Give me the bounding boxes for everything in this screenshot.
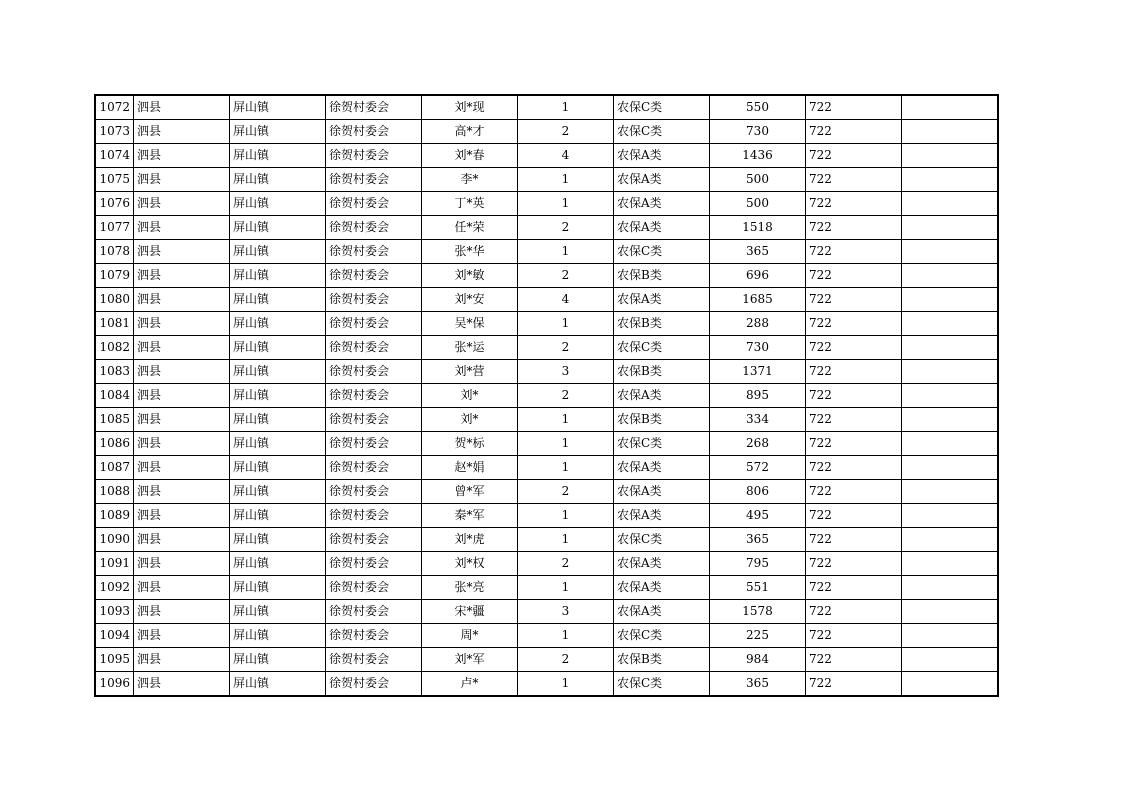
note-cell	[902, 384, 999, 408]
standard-cell: 722	[806, 504, 902, 528]
amount-cell: 551	[710, 576, 806, 600]
row-number-cell: 1093	[95, 600, 134, 624]
village-committee-cell: 徐贺村委会	[326, 216, 422, 240]
table-row	[95, 144, 998, 168]
amount-cell: 365	[710, 528, 806, 552]
village-committee-cell: 徐贺村委会	[326, 432, 422, 456]
county-cell: 泗县	[134, 552, 230, 576]
standard-cell: 722	[806, 480, 902, 504]
insurance-type-cell: 农保A类	[614, 384, 710, 408]
amount-cell: 268	[710, 432, 806, 456]
amount-cell: 500	[710, 168, 806, 192]
household-count-cell: 2	[518, 216, 614, 240]
note-cell	[902, 672, 999, 697]
note-cell	[902, 336, 999, 360]
note-cell	[902, 264, 999, 288]
table-row	[95, 432, 998, 456]
village-committee-cell: 徐贺村委会	[326, 312, 422, 336]
note-cell	[902, 624, 999, 648]
village-committee-cell: 徐贺村委会	[326, 120, 422, 144]
amount-cell: 806	[710, 480, 806, 504]
standard-cell: 722	[806, 144, 902, 168]
table-row	[95, 264, 998, 288]
household-count-cell: 1	[518, 528, 614, 552]
row-number-cell: 1085	[95, 408, 134, 432]
county-cell: 泗县	[134, 360, 230, 384]
village-committee-cell: 徐贺村委会	[326, 480, 422, 504]
standard-cell: 722	[806, 408, 902, 432]
village-committee-cell: 徐贺村委会	[326, 240, 422, 264]
name-cell: 张*运	[422, 336, 518, 360]
name-cell: 张*亮	[422, 576, 518, 600]
standard-cell: 722	[806, 168, 902, 192]
county-cell: 泗县	[134, 528, 230, 552]
table-row	[95, 504, 998, 528]
town-cell: 屏山镇	[230, 600, 326, 624]
amount-cell: 895	[710, 384, 806, 408]
town-cell: 屏山镇	[230, 264, 326, 288]
town-cell: 屏山镇	[230, 336, 326, 360]
insurance-type-cell: 农保A类	[614, 480, 710, 504]
name-cell: 赵*娟	[422, 456, 518, 480]
village-committee-cell: 徐贺村委会	[326, 600, 422, 624]
household-count-cell: 4	[518, 144, 614, 168]
amount-cell: 550	[710, 95, 806, 120]
name-cell: 卢*	[422, 672, 518, 697]
note-cell	[902, 432, 999, 456]
table-row	[95, 480, 998, 504]
standard-cell: 722	[806, 600, 902, 624]
note-cell	[902, 648, 999, 672]
row-number-cell: 1084	[95, 384, 134, 408]
county-cell: 泗县	[134, 336, 230, 360]
county-cell: 泗县	[134, 240, 230, 264]
household-count-cell: 2	[518, 120, 614, 144]
county-cell: 泗县	[134, 144, 230, 168]
table-row	[95, 360, 998, 384]
village-committee-cell: 徐贺村委会	[326, 360, 422, 384]
insurance-type-cell: 农保C类	[614, 120, 710, 144]
amount-cell: 572	[710, 456, 806, 480]
row-number-cell: 1091	[95, 552, 134, 576]
town-cell: 屏山镇	[230, 648, 326, 672]
table-row	[95, 624, 998, 648]
household-count-cell: 1	[518, 576, 614, 600]
household-count-cell: 1	[518, 192, 614, 216]
insurance-type-cell: 农保C类	[614, 95, 710, 120]
standard-cell: 722	[806, 336, 902, 360]
insurance-type-cell: 农保A类	[614, 456, 710, 480]
household-count-cell: 1	[518, 240, 614, 264]
county-cell: 泗县	[134, 576, 230, 600]
household-count-cell: 1	[518, 432, 614, 456]
table-body	[95, 95, 998, 696]
standard-cell: 722	[806, 456, 902, 480]
village-committee-cell: 徐贺村委会	[326, 144, 422, 168]
table-row	[95, 408, 998, 432]
household-count-cell: 2	[518, 336, 614, 360]
town-cell: 屏山镇	[230, 552, 326, 576]
amount-cell: 696	[710, 264, 806, 288]
household-count-cell: 1	[518, 95, 614, 120]
household-count-cell: 1	[518, 312, 614, 336]
table-row	[95, 288, 998, 312]
village-committee-cell: 徐贺村委会	[326, 95, 422, 120]
note-cell	[902, 95, 999, 120]
town-cell: 屏山镇	[230, 144, 326, 168]
name-cell: 刘*军	[422, 648, 518, 672]
insurance-type-cell: 农保C类	[614, 672, 710, 697]
amount-cell: 795	[710, 552, 806, 576]
household-count-cell: 1	[518, 168, 614, 192]
table-row	[95, 192, 998, 216]
amount-cell: 495	[710, 504, 806, 528]
table-row	[95, 312, 998, 336]
name-cell: 刘*敏	[422, 264, 518, 288]
table-row	[95, 120, 998, 144]
table-row	[95, 672, 998, 697]
county-cell: 泗县	[134, 432, 230, 456]
amount-cell: 225	[710, 624, 806, 648]
county-cell: 泗县	[134, 120, 230, 144]
row-number-cell: 1080	[95, 288, 134, 312]
county-cell: 泗县	[134, 672, 230, 697]
county-cell: 泗县	[134, 600, 230, 624]
insurance-type-cell: 农保A类	[614, 192, 710, 216]
note-cell	[902, 168, 999, 192]
note-cell	[902, 192, 999, 216]
name-cell: 刘*现	[422, 95, 518, 120]
row-number-cell: 1096	[95, 672, 134, 697]
town-cell: 屏山镇	[230, 408, 326, 432]
row-number-cell: 1092	[95, 576, 134, 600]
insurance-type-cell: 农保B类	[614, 312, 710, 336]
name-cell: 吴*保	[422, 312, 518, 336]
town-cell: 屏山镇	[230, 384, 326, 408]
insurance-type-cell: 农保B类	[614, 360, 710, 384]
insurance-type-cell: 农保A类	[614, 600, 710, 624]
county-cell: 泗县	[134, 624, 230, 648]
amount-cell: 500	[710, 192, 806, 216]
note-cell	[902, 528, 999, 552]
village-committee-cell: 徐贺村委会	[326, 336, 422, 360]
note-cell	[902, 144, 999, 168]
row-number-cell: 1083	[95, 360, 134, 384]
row-number-cell: 1094	[95, 624, 134, 648]
county-cell: 泗县	[134, 288, 230, 312]
town-cell: 屏山镇	[230, 312, 326, 336]
household-count-cell: 2	[518, 552, 614, 576]
name-cell: 刘*	[422, 408, 518, 432]
amount-cell: 730	[710, 120, 806, 144]
insurance-type-cell: 农保A类	[614, 144, 710, 168]
note-cell	[902, 576, 999, 600]
village-committee-cell: 徐贺村委会	[326, 288, 422, 312]
name-cell: 曾*军	[422, 480, 518, 504]
county-cell: 泗县	[134, 192, 230, 216]
town-cell: 屏山镇	[230, 240, 326, 264]
county-cell: 泗县	[134, 216, 230, 240]
county-cell: 泗县	[134, 95, 230, 120]
table-row	[95, 384, 998, 408]
standard-cell: 722	[806, 216, 902, 240]
row-number-cell: 1078	[95, 240, 134, 264]
amount-cell: 730	[710, 336, 806, 360]
insurance-type-cell: 农保A类	[614, 288, 710, 312]
town-cell: 屏山镇	[230, 528, 326, 552]
table-row	[95, 168, 998, 192]
village-committee-cell: 徐贺村委会	[326, 408, 422, 432]
insurance-type-cell: 农保C类	[614, 528, 710, 552]
insurance-type-cell: 农保C类	[614, 624, 710, 648]
table-row	[95, 528, 998, 552]
county-cell: 泗县	[134, 312, 230, 336]
county-cell: 泗县	[134, 384, 230, 408]
insurance-type-cell: 农保B类	[614, 408, 710, 432]
row-number-cell: 1075	[95, 168, 134, 192]
town-cell: 屏山镇	[230, 432, 326, 456]
standard-cell: 722	[806, 576, 902, 600]
amount-cell: 365	[710, 240, 806, 264]
standard-cell: 722	[806, 264, 902, 288]
village-committee-cell: 徐贺村委会	[326, 552, 422, 576]
village-committee-cell: 徐贺村委会	[326, 192, 422, 216]
table-row	[95, 576, 998, 600]
name-cell: 刘*权	[422, 552, 518, 576]
county-cell: 泗县	[134, 168, 230, 192]
town-cell: 屏山镇	[230, 360, 326, 384]
village-committee-cell: 徐贺村委会	[326, 576, 422, 600]
table-row	[95, 240, 998, 264]
row-number-cell: 1090	[95, 528, 134, 552]
insurance-type-cell: 农保C类	[614, 432, 710, 456]
county-cell: 泗县	[134, 408, 230, 432]
row-number-cell: 1076	[95, 192, 134, 216]
village-committee-cell: 徐贺村委会	[326, 504, 422, 528]
data-table	[94, 94, 999, 697]
table-row	[95, 216, 998, 240]
household-count-cell: 3	[518, 600, 614, 624]
insurance-type-cell: 农保A类	[614, 216, 710, 240]
table-row	[95, 336, 998, 360]
standard-cell: 722	[806, 120, 902, 144]
insurance-type-cell: 农保A类	[614, 552, 710, 576]
town-cell: 屏山镇	[230, 672, 326, 697]
name-cell: 秦*军	[422, 504, 518, 528]
note-cell	[902, 480, 999, 504]
note-cell	[902, 552, 999, 576]
household-count-cell: 2	[518, 648, 614, 672]
town-cell: 屏山镇	[230, 456, 326, 480]
name-cell: 周*	[422, 624, 518, 648]
name-cell: 刘*营	[422, 360, 518, 384]
standard-cell: 722	[806, 192, 902, 216]
row-number-cell: 1086	[95, 432, 134, 456]
amount-cell: 984	[710, 648, 806, 672]
town-cell: 屏山镇	[230, 288, 326, 312]
town-cell: 屏山镇	[230, 192, 326, 216]
table-row	[95, 456, 998, 480]
row-number-cell: 1073	[95, 120, 134, 144]
village-committee-cell: 徐贺村委会	[326, 384, 422, 408]
village-committee-cell: 徐贺村委会	[326, 624, 422, 648]
household-count-cell: 4	[518, 288, 614, 312]
amount-cell: 288	[710, 312, 806, 336]
name-cell: 刘*	[422, 384, 518, 408]
standard-cell: 722	[806, 288, 902, 312]
note-cell	[902, 216, 999, 240]
name-cell: 丁*英	[422, 192, 518, 216]
standard-cell: 722	[806, 624, 902, 648]
household-count-cell: 1	[518, 672, 614, 697]
name-cell: 张*华	[422, 240, 518, 264]
standard-cell: 722	[806, 312, 902, 336]
note-cell	[902, 456, 999, 480]
insurance-type-cell: 农保B类	[614, 648, 710, 672]
county-cell: 泗县	[134, 648, 230, 672]
village-committee-cell: 徐贺村委会	[326, 528, 422, 552]
row-number-cell: 1095	[95, 648, 134, 672]
row-number-cell: 1077	[95, 216, 134, 240]
row-number-cell: 1088	[95, 480, 134, 504]
standard-cell: 722	[806, 672, 902, 697]
amount-cell: 1685	[710, 288, 806, 312]
row-number-cell: 1072	[95, 95, 134, 120]
standard-cell: 722	[806, 528, 902, 552]
standard-cell: 722	[806, 552, 902, 576]
village-committee-cell: 徐贺村委会	[326, 672, 422, 697]
county-cell: 泗县	[134, 480, 230, 504]
amount-cell: 1436	[710, 144, 806, 168]
table-row	[95, 648, 998, 672]
amount-cell: 1578	[710, 600, 806, 624]
town-cell: 屏山镇	[230, 120, 326, 144]
amount-cell: 1518	[710, 216, 806, 240]
standard-cell: 722	[806, 360, 902, 384]
household-count-cell: 1	[518, 456, 614, 480]
town-cell: 屏山镇	[230, 480, 326, 504]
note-cell	[902, 240, 999, 264]
town-cell: 屏山镇	[230, 95, 326, 120]
household-count-cell: 2	[518, 384, 614, 408]
note-cell	[902, 360, 999, 384]
row-number-cell: 1082	[95, 336, 134, 360]
note-cell	[902, 600, 999, 624]
amount-cell: 1371	[710, 360, 806, 384]
row-number-cell: 1087	[95, 456, 134, 480]
table-row	[95, 552, 998, 576]
county-cell: 泗县	[134, 504, 230, 528]
row-number-cell: 1074	[95, 144, 134, 168]
county-cell: 泗县	[134, 264, 230, 288]
village-committee-cell: 徐贺村委会	[326, 456, 422, 480]
village-committee-cell: 徐贺村委会	[326, 264, 422, 288]
standard-cell: 722	[806, 648, 902, 672]
note-cell	[902, 288, 999, 312]
amount-cell: 334	[710, 408, 806, 432]
name-cell: 刘*安	[422, 288, 518, 312]
household-count-cell: 3	[518, 360, 614, 384]
name-cell: 刘*春	[422, 144, 518, 168]
town-cell: 屏山镇	[230, 624, 326, 648]
village-committee-cell: 徐贺村委会	[326, 168, 422, 192]
standard-cell: 722	[806, 240, 902, 264]
standard-cell: 722	[806, 384, 902, 408]
row-number-cell: 1079	[95, 264, 134, 288]
household-count-cell: 2	[518, 264, 614, 288]
amount-cell: 365	[710, 672, 806, 697]
town-cell: 屏山镇	[230, 168, 326, 192]
household-count-cell: 1	[518, 504, 614, 528]
insurance-type-cell: 农保C类	[614, 336, 710, 360]
county-cell: 泗县	[134, 456, 230, 480]
note-cell	[902, 408, 999, 432]
table-row	[95, 95, 998, 120]
standard-cell: 722	[806, 432, 902, 456]
insurance-type-cell: 农保A类	[614, 576, 710, 600]
name-cell: 任*荣	[422, 216, 518, 240]
name-cell: 贺*标	[422, 432, 518, 456]
name-cell: 李*	[422, 168, 518, 192]
name-cell: 刘*虎	[422, 528, 518, 552]
name-cell: 高*才	[422, 120, 518, 144]
village-committee-cell: 徐贺村委会	[326, 648, 422, 672]
note-cell	[902, 312, 999, 336]
table-row	[95, 600, 998, 624]
household-count-cell: 2	[518, 480, 614, 504]
town-cell: 屏山镇	[230, 576, 326, 600]
household-count-cell: 1	[518, 408, 614, 432]
name-cell: 宋*疆	[422, 600, 518, 624]
insurance-type-cell: 农保A类	[614, 504, 710, 528]
row-number-cell: 1081	[95, 312, 134, 336]
town-cell: 屏山镇	[230, 216, 326, 240]
town-cell: 屏山镇	[230, 504, 326, 528]
insurance-type-cell: 农保A类	[614, 168, 710, 192]
insurance-type-cell: 农保B类	[614, 264, 710, 288]
standard-cell: 722	[806, 95, 902, 120]
note-cell	[902, 504, 999, 528]
insurance-type-cell: 农保C类	[614, 240, 710, 264]
row-number-cell: 1089	[95, 504, 134, 528]
household-count-cell: 1	[518, 624, 614, 648]
note-cell	[902, 120, 999, 144]
